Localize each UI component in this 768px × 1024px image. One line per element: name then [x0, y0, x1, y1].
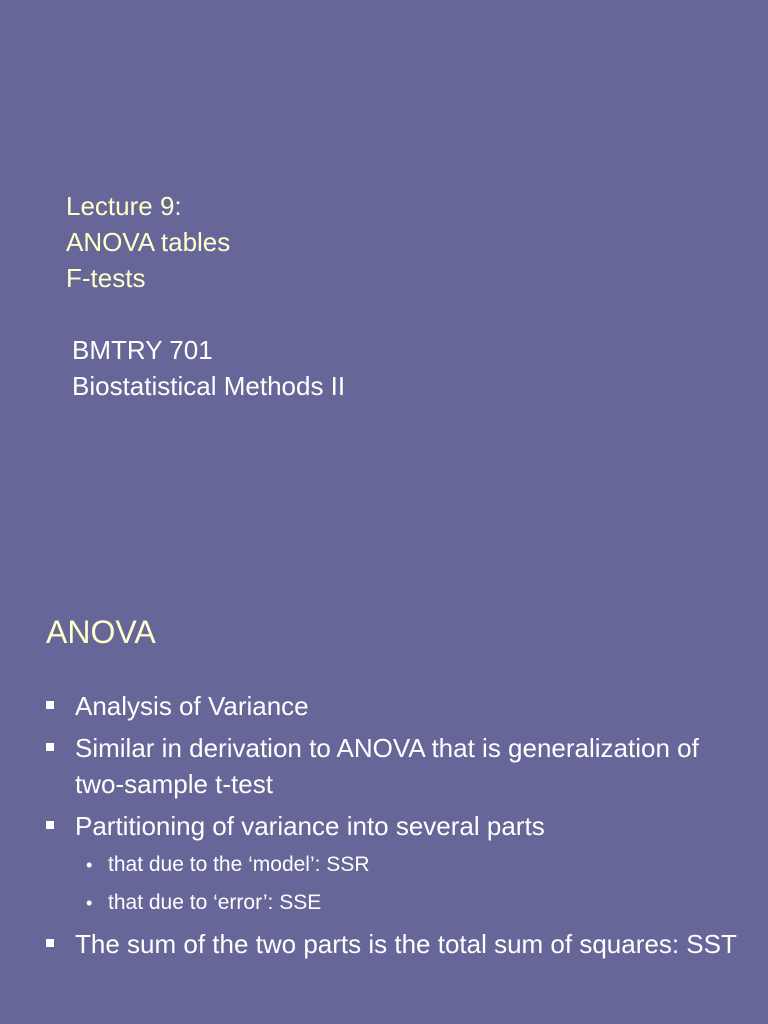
- bullet-text: Analysis of Variance: [75, 691, 309, 721]
- sub-list-item: [86, 850, 746, 880]
- sub-bullet-text: that due to the ‘model’: SSR: [108, 853, 370, 876]
- square-bullet-icon: [46, 821, 54, 829]
- dot-bullet-icon: •: [86, 893, 93, 913]
- list-item: [46, 808, 746, 844]
- bullet-list: [46, 688, 746, 968]
- course-name: Biostatistical Methods II: [72, 371, 346, 401]
- course-subtitle: [72, 332, 345, 404]
- slide-title: ANOVA: [46, 614, 156, 650]
- title-line-lecture: Lecture 9:: [66, 191, 182, 221]
- bullet-text: The sum of the two parts is the total sum of squares: SST: [75, 929, 737, 959]
- square-bullet-icon: [46, 939, 54, 947]
- sub-list-item: [86, 888, 746, 918]
- square-bullet-icon: [46, 743, 54, 751]
- lecture-title: [66, 188, 230, 296]
- bullet-text: Similar in derivation to ANOVA that is generalization of two-sample t-test: [75, 733, 699, 799]
- title-line-anova-tables: ANOVA tables: [66, 227, 231, 257]
- list-item: [46, 926, 746, 962]
- sub-bullet-text: that due to ‘error’: SSE: [108, 891, 322, 914]
- square-bullet-icon: [46, 701, 54, 709]
- course-code: BMTRY 701: [72, 335, 213, 365]
- bullet-text: Partitioning of variance into several parts: [75, 811, 545, 841]
- anova-slide: [0, 576, 768, 1024]
- dot-bullet-icon: •: [86, 855, 93, 875]
- list-item: [46, 730, 746, 802]
- list-item: [46, 688, 746, 724]
- title-line-f-tests: F-tests: [66, 263, 146, 293]
